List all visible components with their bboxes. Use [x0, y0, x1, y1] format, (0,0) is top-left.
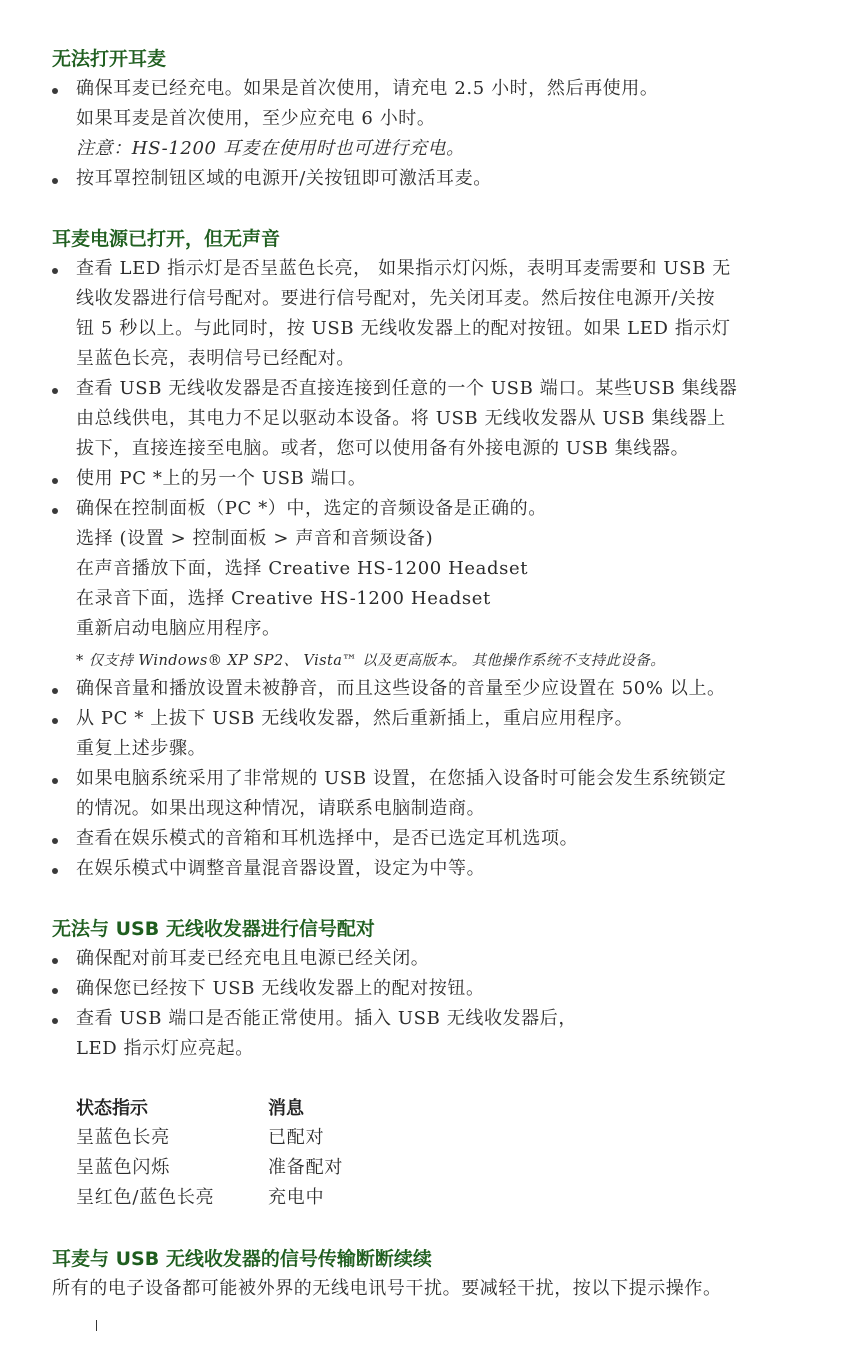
bullet	[52, 718, 58, 724]
table-header-status: 状态指示	[76, 1098, 148, 1119]
bullet	[52, 778, 58, 784]
bullet	[52, 178, 58, 184]
text-line: 线收发器进行信号配对。要进行信号配对，先关闭耳麦。然后按住电源开/关按	[76, 288, 716, 309]
table-header-message: 消息	[268, 1098, 304, 1119]
bullet	[52, 508, 58, 514]
section-heading-no-sound: 耳麦电源已打开，但无声音	[52, 228, 281, 250]
text-line: 在录音下面，选择 Creative HS-1200 Headset	[76, 588, 491, 609]
section-heading-cannot-pair: 无法与 USB 无线收发器进行信号配对	[52, 918, 375, 940]
text-line: 选择 (设置 > 控制面板 > 声音和音频设备)	[76, 528, 434, 549]
table-cell: 呈蓝色长亮	[76, 1127, 170, 1148]
text-line: 确保音量和播放设置未被静音，而且这些设备的音量至少应设置在 50% 以上。	[76, 678, 726, 699]
section-heading-cannot-power-on: 无法打开耳麦	[52, 48, 167, 70]
text-line: 按耳罩控制钮区域的电源开/关按钮即可激活耳麦。	[76, 168, 492, 189]
bullet	[52, 478, 58, 484]
table-cell: 充电中	[268, 1187, 325, 1208]
text-line: 由总线供电，其电力不足以驱动本设备。将 USB 无线收发器从 USB 集线器上	[76, 408, 726, 429]
text-line: 重新启动电脑应用程序。	[76, 618, 281, 639]
bullet	[52, 268, 58, 274]
text-line: 查看 USB 端口是否能正常使用。插入 USB 无线收发器后，	[76, 1008, 577, 1029]
table-cell: 呈蓝色闪烁	[76, 1157, 170, 1178]
text-line: 如果耳麦是首次使用，至少应充电 6 小时。	[76, 108, 436, 129]
table-cell: 呈红色/蓝色长亮	[76, 1187, 215, 1208]
text-line: 拔下，直接连接至电脑。或者，您可以使用备有外接电源的 USB 集线器。	[76, 438, 690, 459]
text-line: 查看在娱乐模式的音箱和耳机选择中，是否已选定耳机选项。	[76, 828, 579, 849]
text-line: 在声音播放下面，选择 Creative HS-1200 Headset	[76, 558, 529, 579]
text-line: 查看 USB 无线收发器是否直接连接到任意的一个 USB 端口。某些USB 集线器	[76, 378, 738, 399]
text-line: 重复上述步骤。	[76, 738, 207, 759]
bullet	[52, 868, 58, 874]
bullet	[52, 688, 58, 694]
text-line: 的情况。如果出现这种情况，请联系电脑制造商。	[76, 798, 486, 819]
text-line: 所有的电子设备都可能被外界的无线电讯号干扰。要减轻干扰，按以下提示操作。	[52, 1278, 722, 1299]
page-marker	[96, 1320, 97, 1331]
text-line: 确保耳麦已经充电。如果是首次使用，请充电 2.5 小时，然后再使用。	[76, 78, 659, 99]
text-line: 如果电脑系统采用了非常规的 USB 设置，在您插入设备时可能会发生系统锁定	[76, 768, 727, 789]
note-line: 注意：HS-1200 耳麦在使用时也可进行充电。	[76, 138, 465, 159]
bullet	[52, 88, 58, 94]
text-line: LED 指示灯应亮起。	[76, 1038, 254, 1059]
text-line: 确保您已经按下 USB 无线收发器上的配对按钮。	[76, 978, 485, 999]
bullet	[52, 838, 58, 844]
bullet	[52, 1018, 58, 1024]
footnote-line: * 仅支持 Windows® XP SP2、 Vista™ 以及更高版本。 其他操作系统不支持此设备。	[76, 653, 666, 669]
text-line: 使用 PC *上的另一个 USB 端口。	[76, 468, 367, 489]
bullet	[52, 388, 58, 394]
text-line: 从 PC * 上拔下 USB 无线收发器，然后重新插上，重启应用程序。	[76, 708, 634, 729]
bullet	[52, 958, 58, 964]
text-line: 确保配对前耳麦已经充电且电源已经关闭。	[76, 948, 430, 969]
text-line: 钮 5 秒以上。与此同时，按 USB 无线收发器上的配对按钮。如果 LED 指示灯	[76, 318, 731, 339]
text-line: 确保在控制面板（PC *）中，选定的音频设备是正确的。	[76, 498, 547, 519]
text-line: 呈蓝色长亮，表明信号已经配对。	[76, 348, 355, 369]
text-line: 查看 LED 指示灯是否呈蓝色长亮， 如果指示灯闪烁，表明耳麦需要和 USB 无	[76, 258, 731, 279]
bullet	[52, 988, 58, 994]
text-line: 在娱乐模式中调整音量混音器设置，设定为中等。	[76, 858, 486, 879]
section-heading-intermittent-signal: 耳麦与 USB 无线收发器的信号传输断断续续	[52, 1248, 432, 1270]
table-cell: 已配对	[268, 1127, 325, 1148]
table-cell: 准备配对	[268, 1157, 344, 1178]
